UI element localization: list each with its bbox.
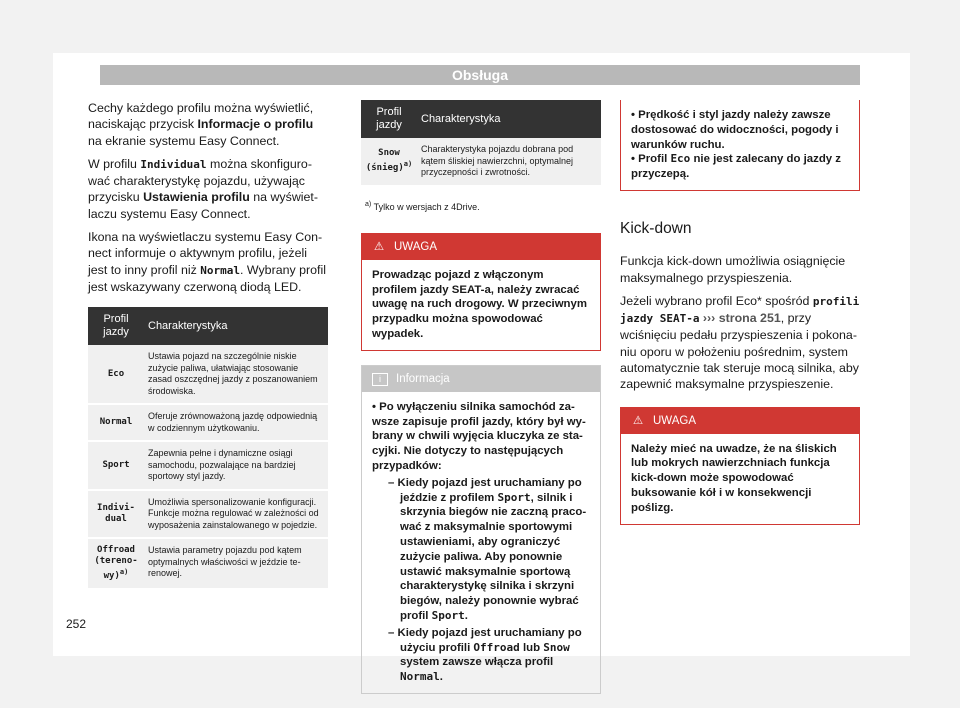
table-row — [88, 490, 328, 539]
footnote-ref: a) — [403, 160, 413, 169]
profile-name: Individual — [88, 490, 144, 539]
info-dash-item: – Kiedy pojazd jest uruchamiany po jeździe z profilem Sport, silnik i skrzynia biegów nie zaczną pracować z maksymalnie sportowymi ustawieniami, aby ograniczyć zużycie paliwa. Aby ponownie ustawić maksymalnie sportową charakterystykę silnika i skrzyni biegów, należy ponownie wybrać profil Sport. — [372, 476, 590, 624]
profile-name: Snow (śnieg)$^{a)}$ — [361, 138, 417, 186]
warning-box — [361, 233, 601, 351]
paragraph-display-icon: Ikona na wyświetlaczu systemu Easy Connect informuje o aktywnym profilu, jeżeli jest to inny profil niż Normal. Wybrany profil jest wskazywany czerwoną diodą LED. — [88, 230, 326, 294]
paragraph-kickdown: Funkcja kick-down umożliwia osiągnięcie maksymalnego przyspieszenia. — [620, 254, 846, 285]
table-header-row — [88, 307, 328, 345]
warning-header: ⚠ UWAGA — [362, 234, 600, 260]
paragraph-profile-info: Cechy każdego profilu można wyświetlić, naciskając przycisk Informacje o profilu na ekranie systemu Easy Connect. — [88, 101, 314, 148]
table-header-characteristic: Charakterystyka — [144, 307, 328, 345]
table-row — [361, 138, 601, 186]
info-dash-item: – Kiedy pojazd jest uruchamiany po użyciu profili Offroad lub Snow system zawsze włącza profil Normal. — [372, 626, 590, 685]
warning-box — [620, 407, 860, 525]
table-row — [88, 345, 328, 404]
warning-bullet: • Prędkość i styl jazdy należy zawsze dostosować do widoczności, pogody i warunków ruchu. — [631, 108, 849, 152]
profile-name: Normal — [88, 404, 144, 441]
profile-description: Umożliwia spersonalizowanie konfiguracji. Funkcje można regulować w zależności od wyposażenia zainstalowanego w pojedzie. — [144, 490, 328, 539]
info-box — [361, 365, 601, 694]
column-3 — [620, 100, 860, 525]
warning-text: Należy mieć na uwadze, że na śliskich lub mokrych nawierzchniach funkcja kick-down może spowodować buksowanie kół i w konsekwencji poślizg. — [631, 442, 837, 514]
footnote-ref: a) — [119, 568, 129, 577]
info-bullet: • Po wyłączeniu silnika samochód zawsze zapisuje profil jazdy, który był wybrany w chwili wyjęcia kluczyka ze stacyjki. Nie dotyczy to następujących przypadków: — [372, 400, 590, 474]
table-row — [88, 538, 328, 589]
profile-description: Ustawia parametry pojazdu pod kątem optymalnych właściwości w jeździe terenowej. — [144, 538, 328, 589]
profile-description: Charakterystyka pojazdu dobrana pod kątem śliskiej nawierzchni, optymalnej przyczepności i zwrotności. — [417, 138, 601, 186]
profile-description: Oferuje zrównoważoną jazdę odpowiednią w codziennym użytkowaniu. — [144, 404, 328, 441]
table-header-profile: Profil jazdy — [361, 100, 417, 138]
table-row — [88, 441, 328, 490]
page-number: 252 — [66, 617, 87, 631]
page-link[interactable]: ››› strona 251 — [699, 311, 781, 326]
warning-bullet: • Profil Eco nie jest zalecany do jazdy z przyczepą. — [631, 152, 849, 182]
table-header-characteristic: Charakterystyka — [417, 100, 601, 138]
table-footnote: $^{a)}$ Tylko w wersjach z 4Drive. — [365, 200, 480, 212]
section-title: Kick-down — [620, 219, 692, 237]
table-header-row — [361, 100, 601, 138]
warning-continued-body — [621, 100, 859, 190]
profiles-table — [88, 307, 328, 590]
warning-text: Prowadząc pojazd z włączonym profilem jazdy SEAT-a, należy zwracać uwagę na ruch drogowy. W przeciwnym przypadku można spowodować wypadek. — [372, 268, 587, 340]
info-icon: i — [372, 373, 388, 386]
warning-triangle-icon: ⚠ — [373, 240, 385, 253]
profile-name: Offroad (terenowy)$^{a)}$ — [88, 538, 144, 589]
table-row — [88, 404, 328, 441]
info-body — [362, 392, 600, 693]
paragraph-eco-kickdown: Jeżeli wybrano profil Eco* spośród profili jazdy SEAT-a ››› strona 251, przy wciśnięciu pedału przyspieszenia i pokonaniu oporu w położeniu pośrednim, system automatycznie tak steruje mocą silnika, aby zapewnić maksymalne przyspieszenie. — [620, 293, 860, 392]
profile-name: Eco — [88, 345, 144, 404]
warning-header: ⚠ UWAGA — [621, 408, 859, 434]
paragraph-individual: W profilu Individual można skonfigurować charakterystykę pojazdu, używając przycisku Ustawienia profilu na wyświetlaczu systemu Easy Connect. — [88, 156, 318, 221]
profile-description: Zapewnia pełne i dynamiczne osiągi samochodu, pozwalające na bardziej sportowy styl jazdy. — [144, 441, 328, 490]
warning-box-continued — [620, 100, 860, 191]
table-header-profile: Profil jazdy — [88, 307, 144, 345]
warning-triangle-icon: ⚠ — [632, 414, 644, 427]
profiles-table-continued — [361, 100, 601, 187]
column-2 — [361, 100, 601, 694]
column-1 — [88, 100, 328, 590]
info-header: i Informacja — [362, 366, 600, 392]
profile-description: Ustawia pojazd na szczególnie niskie zużycie paliwa, ułatwiając stosowanie zasad oszczędnej jazdy z poszanowaniem środowiska. — [144, 345, 328, 404]
page-header: Obsługa — [100, 65, 860, 85]
profile-name: Sport — [88, 441, 144, 490]
